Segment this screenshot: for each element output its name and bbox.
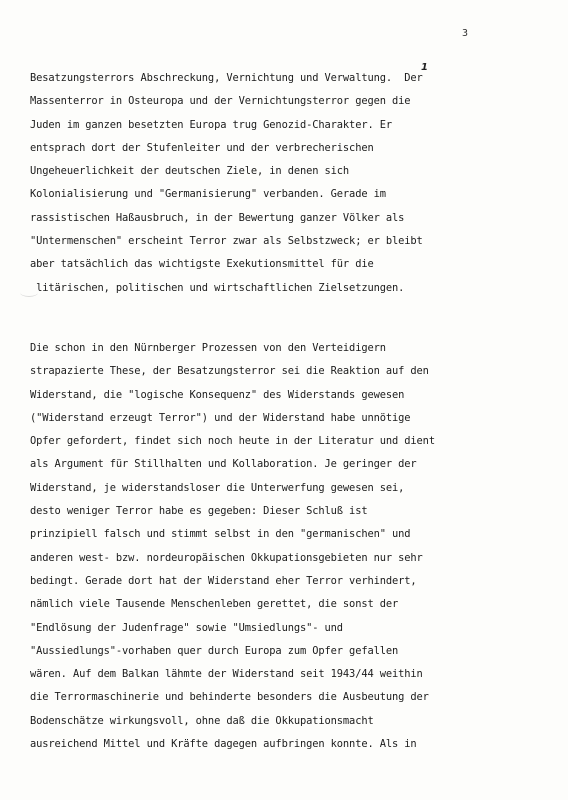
text-line: Bodenschätze wirkungsvoll, ohne daß die Okkupationsmacht bbox=[30, 714, 374, 727]
text-line: Kolonialisierung und "Germanisierung" verbanden. Gerade im bbox=[30, 188, 386, 201]
text-line: prinzipiell falsch und stimmt selbst in den "germanischen" und bbox=[30, 528, 411, 541]
text-line: aber tatsächlich das wichtigste Exekutionsmittel für die bbox=[30, 258, 374, 271]
text-line: bedingt. Gerade dort hat der Widerstand eher Terror verhindert, bbox=[30, 574, 417, 587]
footnote-mark: 1 bbox=[421, 62, 428, 73]
text-line: Massenterror in Osteuropa und der Vernichtungsterror gegen die bbox=[30, 95, 411, 108]
text-line: anderen west- bzw. nordeuropäischen Okkupationsgebieten nur sehr bbox=[30, 551, 423, 564]
text-line: Die schon in den Nürnberger Prozessen von den Verteidigern bbox=[30, 342, 386, 354]
text-line: als Argument für Stillhalten und Kollaboration. Je geringer der bbox=[30, 458, 417, 471]
text-line: "Untermenschen" erscheint Terror zwar als Selbstzweck; er bleibt bbox=[30, 235, 423, 248]
paragraph-1 bbox=[30, 67, 550, 300]
text-line: Widerstand, die "logische Konsequenz" des Widerstands gewesen bbox=[30, 388, 405, 401]
text-line: Opfer gefordert, findet sich noch heute in der Literatur und dient bbox=[30, 435, 435, 448]
paragraph-2 bbox=[30, 337, 550, 756]
text-line: "Aussiedlungs"-vorhaben quer durch Europa zum Opfer gefallen bbox=[30, 644, 399, 657]
page-number: 3 bbox=[462, 28, 469, 39]
text-line: strapazierte These, der Besatzungsterror sei die Reaktion auf den bbox=[30, 365, 429, 378]
text-line: Juden im ganzen besetzten Europa trug Genozid-Charakter. Er bbox=[30, 118, 393, 131]
text-line: wären. Auf dem Balkan lähmte der Widerstand seit 1943/44 weithin bbox=[30, 668, 423, 681]
text-line: Ungeheuerlichkeit der deutschen Ziele, in denen sich bbox=[30, 165, 350, 178]
text-line: die Terrormaschinerie und behinderte besonders die Ausbeutung der bbox=[30, 691, 429, 704]
text-line: entsprach dort der Stufenleiter und der verbrecherischen bbox=[30, 141, 374, 154]
text-line: Widerstand, je widerstandsloser die Unterwerfung gewesen sei, bbox=[30, 481, 405, 494]
text-line: "Endlösung der Judenfrage" sowie "Umsiedlungs"- und bbox=[30, 621, 343, 634]
text-line: litärischen, politischen und wirtschaftlichen Zielsetzungen. bbox=[30, 281, 405, 294]
text-line: desto weniger Terror habe es gegeben: Dieser Schluß ist bbox=[30, 505, 368, 518]
text-line: rassistischen Haßausbruch, in der Bewertung ganzer Völker als bbox=[30, 211, 405, 224]
text-line: ausreichend Mittel und Kräfte dagegen aufbringen konnte. Als in bbox=[30, 738, 417, 751]
text-line: ("Widerstand erzeugt Terror") und der Widerstand habe unnötige bbox=[30, 411, 411, 424]
text-line: nämlich viele Tausende Menschenleben gerettet, die sonst der bbox=[30, 598, 399, 611]
text-line: Besatzungsterrors Abschreckung, Vernichtung und Verwaltung. Der bbox=[30, 72, 423, 84]
